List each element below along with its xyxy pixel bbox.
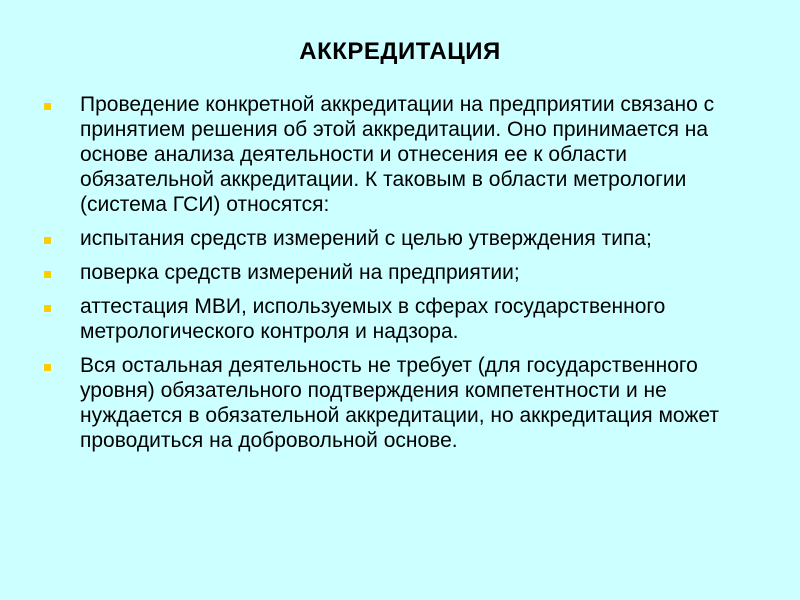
bullet-text: Проведение конкретной аккредитации на предприятии связано с принятием решения об этой аккредитации. Оно принимается на основе анализа деятельности и отнесения ее к области обязательной аккредитации. К таковым в области метрологии (система ГСИ) относятся: — [80, 93, 715, 216]
bullet-text: испытания средств измерений с целью утверждения типа; — [80, 227, 652, 250]
bullet-text: поверка средств измерений на предприятии; — [80, 261, 520, 284]
bullet-text: аттестация МВИ, используемых в сферах государственного метрологического контроля и надзора. — [80, 295, 666, 343]
square-bullet-icon — [44, 271, 51, 278]
bullet-item — [44, 226, 764, 251]
bullet-text: Вся остальная деятельность не требует (для государственного уровня) обязательного подтверждения компетентности и не нуждается в обязательной аккредитации, но аккредитация может проводиться на добровольной основе. — [80, 354, 719, 452]
square-bullet-icon — [44, 305, 51, 312]
square-bullet-icon — [44, 103, 51, 110]
square-bullet-icon — [44, 364, 51, 371]
square-bullet-icon — [44, 237, 51, 244]
bullet-item — [44, 353, 764, 453]
slide-title: АККРЕДИТАЦИЯ — [299, 38, 501, 65]
bullet-item — [44, 92, 764, 217]
bullet-list — [44, 92, 764, 462]
bullet-item — [44, 294, 764, 344]
bullet-item — [44, 260, 764, 285]
